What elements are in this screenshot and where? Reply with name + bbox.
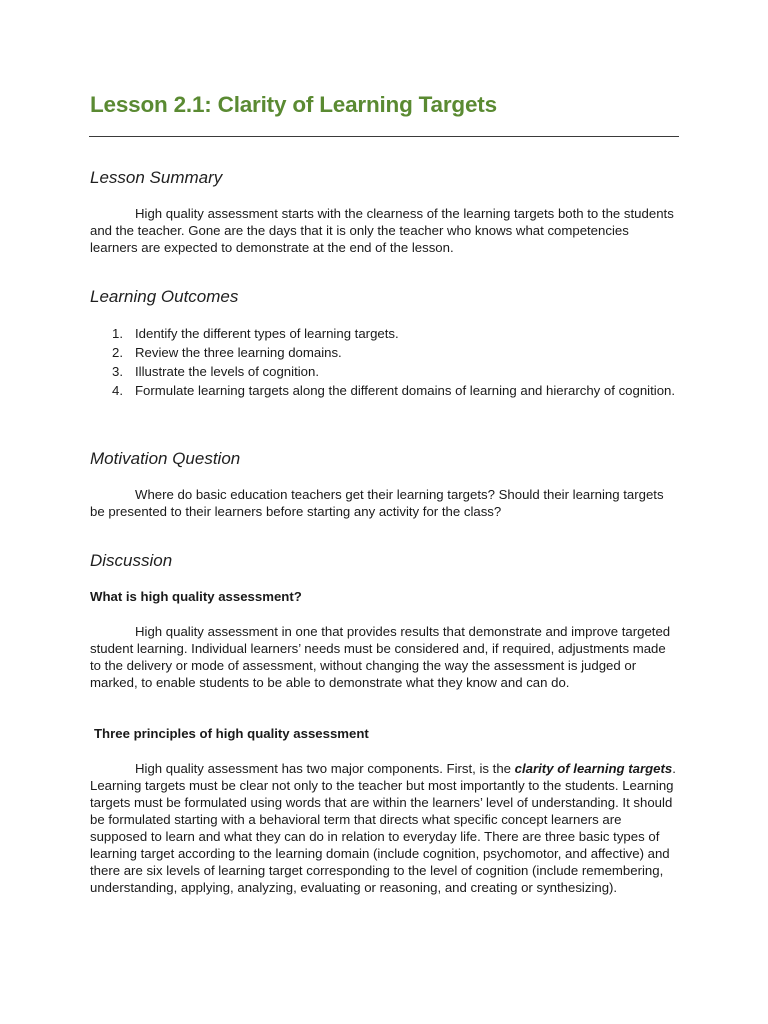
list-item: 3. Illustrate the levels of cognition. bbox=[112, 364, 319, 379]
motivation-question-paragraph: Where do basic education teachers get their learning targets? Should their learning targets be presented to their learners before starting any activity for the class? bbox=[90, 487, 664, 519]
learning-outcomes-heading: Learning Outcomes bbox=[90, 287, 239, 306]
title-divider bbox=[89, 136, 679, 137]
discussion-subheading: What is high quality assessment? bbox=[90, 589, 302, 604]
principles-paragraph: High quality assessment has two major components. First, is the clarity of learning targets. Learning targets must be clear not only to the teacher but most importantly to the students. Learning targets must be formulated using words that are within the learners’ level of understanding. It should be formulated starting with a behavioral term that directs what specific concept learners are supposed to learn and what they can do in relation to everyday life. There are three basic types of learning target according to the learning domain (include cognition, psychomotor, and affective) and there are six levels of learning target corresponding to the level of cognition (include remembering, understanding, applying, analyzing, evaluating or reasoning, and creating or synthesizing). bbox=[90, 761, 676, 895]
list-item: 2. Review the three learning domains. bbox=[112, 345, 342, 360]
principles-subheading: Three principles of high quality assessment bbox=[94, 726, 369, 741]
learning-outcomes-list bbox=[90, 325, 680, 401]
document-page bbox=[90, 0, 680, 1024]
clarity-emphasis: clarity of learning targets bbox=[514, 761, 673, 776]
lesson-summary-paragraph: High quality assessment starts with the clearness of the learning targets both to the students and the teacher. Gone are the days that it is only the teacher who knows what competencies learners are expected to demonstrate at the end of the lesson. bbox=[90, 206, 674, 255]
list-item: 1. Identify the different types of learning targets. bbox=[112, 326, 399, 341]
lesson-summary-heading: Lesson Summary bbox=[90, 168, 223, 187]
list-item: 4. Formulate learning targets along the different domains of learning and hierarchy of cognition. bbox=[112, 383, 676, 398]
motivation-question-heading: Motivation Question bbox=[90, 449, 241, 468]
lesson-title: Lesson 2.1: Clarity of Learning Targets bbox=[90, 92, 497, 117]
discussion-heading: Discussion bbox=[90, 551, 173, 570]
discussion-paragraph: High quality assessment in one that provides results that demonstrate and improve targeted student learning. Individual learners’ needs must be considered and, if required, adjustments made to the delivery or mode of assessment, without changing the way the assessment is judged or marked, to enable students to be able to demonstrate what they know and can do. bbox=[90, 624, 671, 690]
